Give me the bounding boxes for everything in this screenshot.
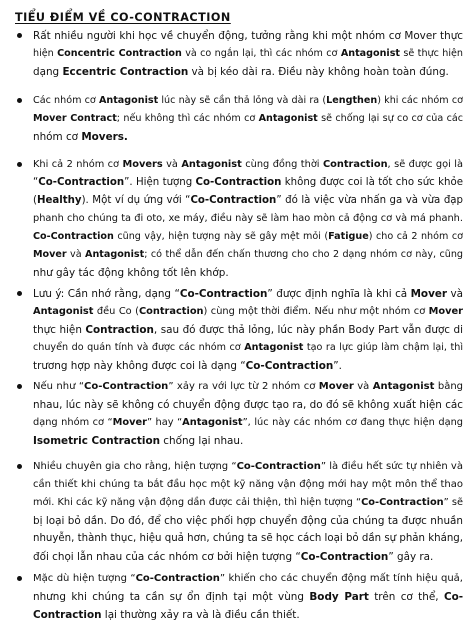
text-line	[33, 63, 463, 81]
bold-term: Antagonist	[33, 306, 94, 317]
text-line	[33, 606, 463, 624]
text-run: đều Co (	[93, 306, 139, 317]
text-line	[33, 378, 463, 396]
text-run: hiện	[33, 48, 58, 59]
bold-term: Antagonist	[85, 249, 145, 260]
text-run: Nhiều chuyên gia cho rằng, hiện tượng “	[33, 461, 237, 472]
bold-term: Contraction	[85, 324, 154, 336]
text-line	[33, 570, 463, 588]
text-run: , sau đó được thả lỏng, lúc này phần Body Part vẫn được di	[153, 324, 463, 336]
text-line	[33, 264, 463, 282]
bold-term: Co-Contraction	[84, 381, 169, 392]
text-run: chuyển do quán tính và được các nhóm cơ	[33, 342, 245, 353]
bullet-dot-icon	[17, 98, 22, 103]
bold-term: Co-Contraction	[33, 231, 114, 242]
bullet-dot-icon	[17, 576, 22, 581]
text-line	[33, 110, 463, 128]
text-run: sẽ chống lại sự co cơ của các	[317, 113, 464, 124]
bullet-paragraph	[0, 570, 474, 624]
text-run: như gây tác động không tốt lên khớp.	[33, 267, 229, 279]
text-run: sẽ thực hiện	[400, 48, 463, 59]
bullet-paragraph	[0, 92, 474, 146]
text-run: ” là điều hết sức tự nhiên và	[320, 461, 463, 472]
text-line	[33, 156, 463, 174]
bold-term: Mover	[318, 381, 354, 392]
bold-term: Isometric Contraction	[33, 435, 160, 447]
text-line	[33, 303, 463, 321]
text-run: bị loại bỏ dần. Do đó, để cho việc phối hợp chuyển động của chúng ta được nhuần	[33, 515, 463, 527]
text-run: và co ngắn lại, thì các nhóm cơ	[181, 48, 341, 59]
text-run: trên cơ thể,	[368, 591, 444, 603]
bullet-dot-icon	[17, 384, 22, 389]
bold-term: Antagonist	[372, 381, 435, 392]
bold-term: Co-Contraction	[135, 573, 220, 584]
text-line	[33, 414, 463, 432]
bullet-paragraph	[0, 285, 474, 375]
bold-term: Co-	[443, 591, 464, 603]
text-run: ” sẽ	[443, 497, 463, 508]
text-line	[33, 45, 463, 63]
bold-term: Lengthen	[326, 95, 378, 106]
text-run: mới. Khi các kỹ năng vận động dần được cải thiện, thì hiện tượng “	[33, 497, 362, 508]
bold-term: Co-Contraction	[195, 177, 282, 188]
bold-term: Contraction	[322, 159, 388, 170]
bold-term: Co-Contraction	[190, 195, 277, 206]
bold-term: Antagonist	[181, 159, 242, 170]
text-run: ; nếu không thì các nhóm cơ	[116, 113, 259, 124]
text-run: lúc này sẽ cần thả lỏng và dài ra (	[158, 95, 327, 106]
text-run: cần thiết khi chúng ta bắt đầu học một kỹ năng vận động mới hay một môn thể thao	[33, 479, 463, 490]
text-run: cũng vậy, hiện tượng này sẽ gây mệt mỏi (	[113, 231, 329, 242]
text-line	[33, 174, 463, 192]
text-run: ; có thể dẫn đến chấn thương cho cho 2 dạng nhóm cơ này, cũng	[144, 249, 463, 260]
text-run: cùng đồng thời	[241, 159, 323, 170]
text-line	[33, 321, 463, 339]
text-line	[33, 192, 463, 210]
text-line	[33, 512, 463, 530]
text-line	[33, 357, 463, 375]
bold-term: Co-Contraction	[236, 461, 321, 472]
bullet-dot-icon	[17, 464, 22, 469]
text-line	[33, 588, 463, 606]
bold-term: Antagonist	[340, 48, 401, 59]
text-run: nhưng khi chúng ta cần sự ổn định tại một vùng	[33, 591, 310, 603]
text-run: Các nhóm cơ	[33, 95, 99, 106]
text-run: Nếu như “	[33, 381, 85, 392]
text-run: (	[33, 195, 37, 206]
text-line	[33, 128, 463, 146]
bold-term: Co-Contraction	[361, 497, 444, 508]
text-line	[33, 210, 463, 228]
bullet-dot-icon	[17, 33, 22, 38]
bold-term: Antagonist	[98, 95, 159, 106]
bold-term: Antagonist	[244, 342, 304, 353]
bold-term: Contraction	[33, 609, 102, 621]
text-run: ) cho cả 2 nhóm cơ	[368, 231, 463, 242]
bold-term: Co-Contraction	[38, 177, 125, 188]
text-run: ” đó là việc vừa nhấn ga và vừa đạp	[276, 195, 463, 206]
bullet-dot-icon	[17, 162, 22, 167]
bullet-paragraph	[0, 27, 474, 81]
text-line	[33, 285, 463, 303]
bold-term: Mover Contract	[33, 113, 117, 124]
text-line	[33, 458, 463, 476]
bold-term: Concentric Contraction	[57, 48, 182, 59]
text-line	[33, 339, 463, 357]
text-run: ”. Hiện tượng	[124, 177, 196, 188]
text-run: ” gây ra.	[388, 551, 434, 563]
bold-term: Contraction	[138, 306, 204, 317]
text-line	[33, 530, 463, 548]
bold-term: Co-Contraction	[245, 360, 334, 372]
text-run: ”.	[333, 360, 342, 372]
text-line	[33, 246, 463, 264]
text-run: và	[66, 249, 86, 260]
bold-term: Mover	[112, 417, 147, 428]
text-run: bằng	[434, 381, 464, 392]
text-run: Khi cả 2 nhóm cơ	[33, 159, 123, 170]
bold-term: Mover	[428, 306, 463, 317]
text-run: nhuyễn, thành thục, hiệu quả hơn, chúng ta sẽ học cách loại bỏ dần sự phản kháng,	[33, 533, 463, 544]
text-run: dạng	[33, 66, 63, 78]
text-line	[33, 396, 463, 414]
bold-term: Antagonist	[258, 113, 318, 124]
text-run: lại thường xảy ra và là điều cần thiết.	[101, 609, 300, 621]
text-run: ” được định nghĩa là khi cả	[267, 288, 411, 300]
bold-term: Eccentric Contraction	[62, 66, 189, 78]
text-run: ). Một ví dụ ứng với “	[81, 195, 191, 206]
bold-term: Body Part	[309, 591, 369, 603]
text-line	[33, 27, 463, 45]
text-run: không được coi là tốt cho sức khỏe	[281, 177, 463, 188]
bold-term: Fatigue	[328, 231, 369, 242]
text-run: và	[162, 159, 182, 170]
text-run: Rất nhiều người khi học về chuyển động, tưởng rằng khi một nhóm cơ Mover thực	[33, 30, 463, 42]
text-run: chống lại nhau.	[159, 435, 244, 447]
text-run: “	[33, 177, 39, 188]
text-line	[33, 548, 463, 566]
text-run: nhau, lúc này sẽ không có chuyển động được tạo ra, do đó sẽ không xuất hiện các	[33, 399, 463, 411]
bullet-paragraph	[0, 378, 474, 450]
text-run: và	[353, 381, 373, 392]
bold-term: Movers.	[81, 131, 128, 143]
text-line	[33, 228, 463, 246]
text-line	[33, 494, 463, 512]
bullet-paragraph	[0, 156, 474, 282]
bold-term: Mover	[410, 288, 448, 300]
bold-term: Mover	[33, 249, 67, 260]
text-run: và	[447, 288, 463, 300]
bold-term: Co-Contraction	[300, 551, 389, 563]
text-line	[33, 92, 463, 110]
text-run: phanh cho chúng ta đi oto, xe máy, điều này sẽ làm hao mòn cả động cơ và má phanh.	[33, 213, 463, 224]
bullet-dot-icon	[17, 291, 22, 296]
text-run: ) cùng một thời điểm. Nếu như một nhóm cơ	[203, 306, 429, 317]
bold-term: Co-Contraction	[179, 288, 268, 300]
text-line	[33, 476, 463, 494]
text-line	[33, 432, 463, 450]
text-run: thực hiện	[33, 324, 86, 336]
text-run: đối chọi lẫn nhau của các nhóm cơ bởi hiện tượng “	[33, 551, 301, 563]
bold-term: Movers	[122, 159, 163, 170]
text-run: dạng nhóm cơ “	[33, 417, 113, 428]
text-run: Lưu ý: Cần nhớ rằng, dạng “	[33, 288, 180, 300]
text-run: ”, lúc này các nhóm cơ đang thực hiện dạng	[242, 417, 463, 428]
text-run: ) khi các nhóm cơ	[377, 95, 463, 106]
text-run: Mặc dù hiện tượng “	[33, 573, 136, 584]
text-run: , sẽ được gọi là	[387, 159, 463, 170]
text-run: nhóm cơ	[33, 131, 82, 143]
text-run: và bị kéo dài ra. Điều này không hoàn toàn đúng.	[188, 66, 449, 78]
bold-term: Healthy	[36, 195, 82, 206]
bold-term: Antagonist	[182, 417, 243, 428]
text-run: ” xảy ra với lực từ 2 nhóm cơ	[168, 381, 319, 392]
text-run: tạo ra lực giúp làm chậm lại, thì	[303, 342, 463, 353]
page-title: TIỂU ĐIỂM VỀ CO-CONTRACTION	[15, 11, 231, 24]
bullet-paragraph	[0, 458, 474, 566]
text-run: ” khiến cho các chuyển động mất tính hiệu quả,	[219, 573, 463, 584]
text-run: trương hợp này không được coi là dạng “	[33, 360, 246, 372]
text-run: ” hay “	[146, 417, 183, 428]
